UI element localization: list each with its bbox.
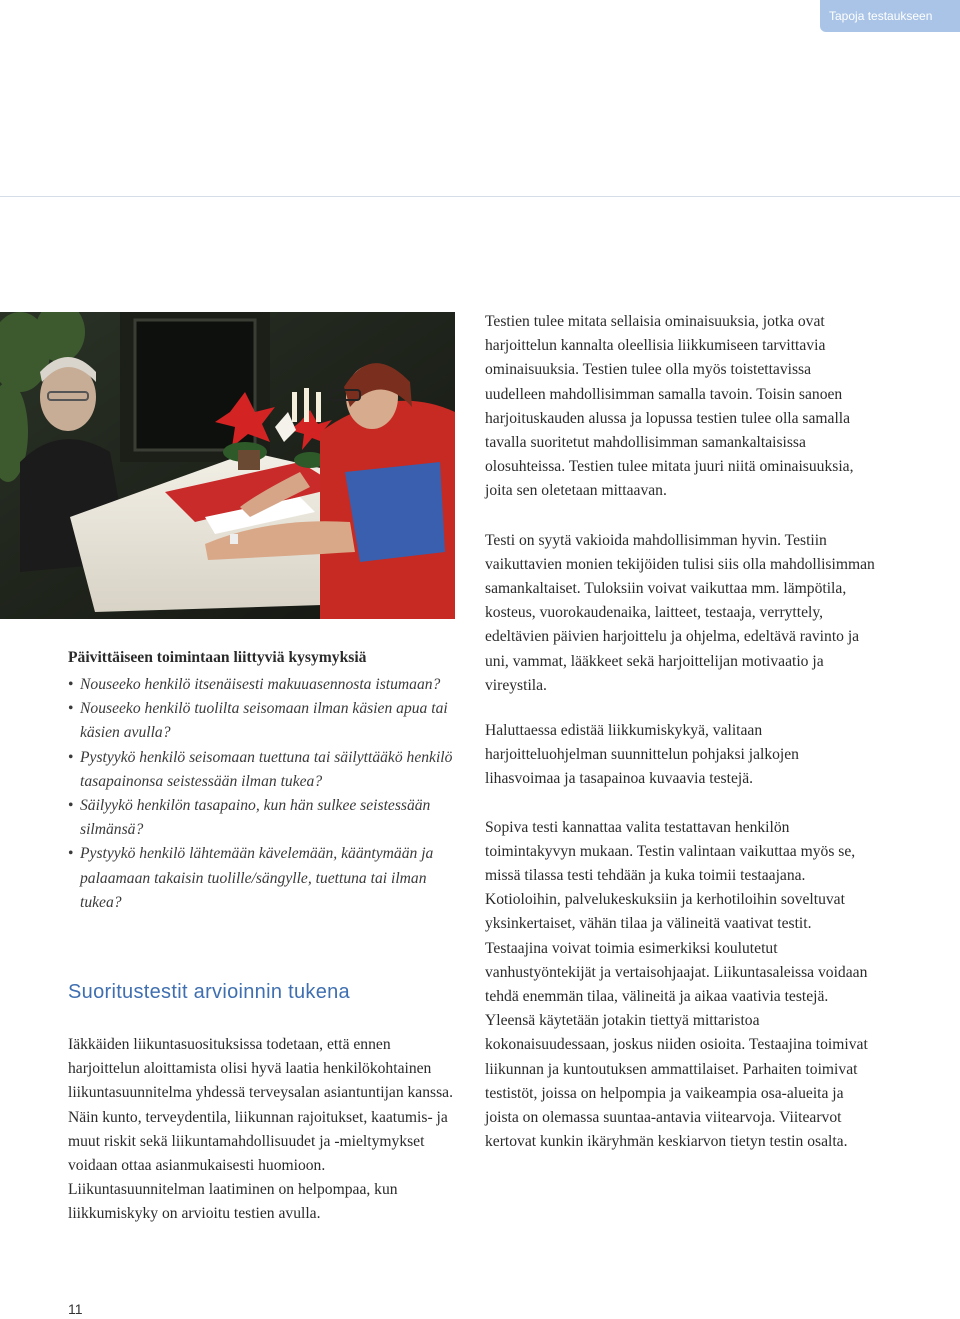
list-item bbox=[68, 842, 468, 915]
question-text: Säilyykö henkilön tasapaino, kun hän sulkee seistessään silmänsä? bbox=[80, 797, 431, 839]
paragraph: Testi on syytä vakioida mahdollisimman hyvin. Testiin vaikuttavien monien tekijöiden tulisi siis olla mahdollisimman samankaltaiset. Tuloksiin voivat vaikuttaa mm. lämpötila, kosteus, vuorokaudenaika, laitteet, testaaja, verryttely, edeltävien päivien harjoittelu ja ohjelma, edeltävä ravinto ja uni, vammat, lääkkeet sekä harjoittelijan motivaatio ja vireystila. bbox=[485, 531, 875, 694]
bullet-icon: • bbox=[68, 676, 74, 693]
bullet-icon: • bbox=[68, 748, 74, 766]
right-column-text bbox=[485, 310, 875, 1176]
question-text: Nouseeko henkilö tuolilta seisomaan ilman käsien apua tai käsien avulla? bbox=[80, 700, 448, 742]
bullet-icon: • bbox=[68, 797, 74, 815]
questions-title: Päivittäiseen toimintaan liittyviä kysymyksiä bbox=[68, 649, 367, 666]
list-item bbox=[68, 673, 468, 697]
question-text: Nouseeko henkilö itsenäisesti makuuasennosta istumaan? bbox=[80, 676, 441, 693]
list-item bbox=[68, 697, 468, 745]
section-heading: Suoritustestit arvioinnin tukena bbox=[68, 981, 350, 1003]
daily-activities-questions bbox=[68, 646, 468, 915]
paragraph: Sopiva testi kannattaa valita testattavan henkilön toimintakyvyn mukaan. Testin valintaan vaikuttaa myös se, missä tilassa testi tehdään ja kuka toimii testaajana. Kotioloihin, palvelukeskuksiin ja kerhotiloihin soveltuvat yksinkertaiset, vähän tilaa ja välineitä vaativat testit. Testaajina voivat toimia esimerkiksi koulutetut vanhustyöntekijät ja vertaisohjaajat. Liikuntasaleissa voidaan tehdä enemmän tilaa, välineitä ja aikaa vaativia testejä. Yleensä käytetään jotakin tiettyä mittaristoa kokonaisuudessaan, joskus niiden osioita. Testaajina toimivat liikunnan ja kuntoutuksen ammattilaiset. Parhaiten toimivat testistöt, joissa on helpompia ja vaikeampia osa-alueita ja joista on olemassa suuntaa-antavia viitearvoja. Viitearvot kertovat kunkin ikäryhmän keskiarvon tietyn testin osalta. bbox=[485, 818, 868, 1151]
question-text: Pystyykö henkilö seisomaan tuettuna tai säilyttääkö henkilö tasapainonsa seistessään ilman tukea? bbox=[80, 748, 453, 790]
section-body: Iäkkäiden liikuntasuosituksissa todetaan, että ennen harjoittelun aloittamista olisi hyvä laatia henkilökohtainen liikuntasuunnitelma yhdessä terveysalan asiantuntijan kanssa. Näin kunto, terveydentila, liikunnan rajoitukset, kaatumis- ja muut riskit sekä liikuntamahdollisuudet ja -mieltymykset voidaan ottaa asianmukaisesti huomioon. Liikuntasuunnitelman laatiminen on helpompaa, kun liikkumiskyky on arvioitu testien avulla. bbox=[68, 1036, 453, 1223]
list-item bbox=[68, 746, 468, 794]
list-item bbox=[68, 794, 468, 842]
photo-elderly-woman-testing bbox=[0, 312, 455, 619]
question-text: Pystyykö henkilö lähtemään kävelemään, kääntymään ja palaamaan takaisin tuolille/sängylle, tuettuna tai ilman tukea? bbox=[80, 845, 434, 911]
section-tab: Tapoja testaukseen bbox=[820, 0, 960, 32]
header-divider bbox=[0, 196, 960, 197]
paragraph: Testien tulee mitata sellaisia ominaisuuksia, jotka ovat harjoittelun kannalta oleellisia liikkumiseen tarvittavia ominaisuuksia. Testien tulee olla myös toistettavissa uudelleen mahdollisimman samalla tavoin. Toisin sanoen harjoituskauden alussa ja lopussa testien tulee olla samalla tavalla suoritetut mahdollisimman samankaltaisissa olosuhteissa. Testien tulee mitata juuri niitä ominaisuuksia, joita sen oletetaan mittaavan. bbox=[485, 313, 854, 500]
page-number: 11 bbox=[68, 1301, 83, 1317]
bullet-icon: • bbox=[68, 845, 74, 863]
bullet-icon: • bbox=[68, 700, 74, 718]
questions-list bbox=[68, 673, 468, 915]
paragraph: Haluttaessa edistää liikkumiskykyä, valitaan harjoitteluohjelman suunnittelun pohjaksi jalkojen lihasvoimaa ja tasapainoa kuvaavia testejä. bbox=[485, 722, 799, 788]
